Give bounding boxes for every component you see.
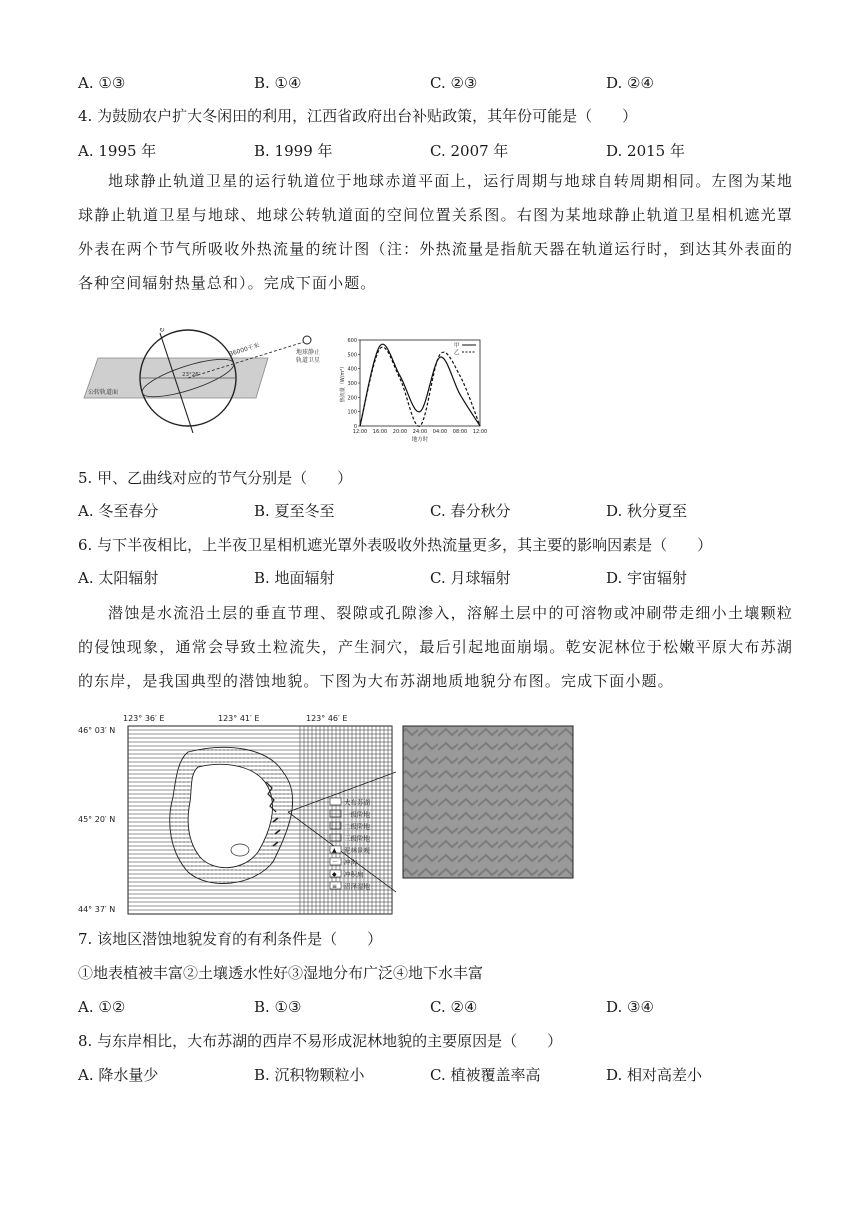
legend-label: 一级阶地 <box>344 810 370 819</box>
satellite-icon <box>303 336 311 344</box>
option-d: D. 2015 年 <box>606 142 685 160</box>
option-b: B. 1999 年 <box>254 142 333 160</box>
legend-swatch <box>330 822 341 829</box>
lat-label-3: 44° 37′ N <box>78 905 116 914</box>
legend-symbol: ≡ <box>332 883 338 890</box>
option-a: A. 降水量少 <box>78 1066 159 1084</box>
series-line-yi <box>360 347 480 426</box>
option-c: C. 春分秋分 <box>430 502 511 520</box>
option-c: C. ②④ <box>430 998 478 1016</box>
legend-label: 冲积扇 <box>344 870 364 879</box>
q6-options <box>78 566 798 590</box>
legend-label: 三级阶地 <box>344 834 370 843</box>
inclination-label: 23°26′ <box>182 372 200 378</box>
legend-symbol: ▲ <box>332 847 337 854</box>
legend-label: 冲沟 <box>344 858 357 867</box>
q5-stem: 5. 甲、乙曲线对应的节气分别是（ ） <box>78 469 353 487</box>
x-tick-label: 12:00 <box>352 429 368 435</box>
option-d: D. ③④ <box>606 998 654 1016</box>
q7-options <box>78 995 798 1019</box>
y-tick-label: 500 <box>347 352 357 359</box>
y-tick-label: 100 <box>347 409 357 416</box>
satellite-position-diagram <box>78 328 323 440</box>
heat-flux-chart <box>338 330 493 446</box>
option-b: B. 沉积物颗粒小 <box>254 1066 365 1084</box>
option-c: C. 月球辐射 <box>430 569 511 587</box>
option-d: D. ②④ <box>606 74 654 92</box>
y-tick-label: 300 <box>347 381 357 387</box>
series-line-jia <box>360 344 480 426</box>
north-arrow-icon: ↻ <box>159 328 165 334</box>
intro-paragraph-erosion: 潜蚀是水流沿土层的垂直节理、裂隙或孔隙渗入，溶解土层中的可溶物或冲刷带走细小土壤颗粒的侵蚀现象，通常会导致土粒流失，产生洞穴，最后引起地面崩塌。乾安泥林位于松嫩平原大布苏湖的东岸，是我国典型的潜蚀地貌。下图为大布苏湖地质地貌分布图。完成下面小题。 <box>78 604 793 690</box>
lon-label-3: 123° 46′ E <box>306 714 348 723</box>
option-b: B. 夏至冬至 <box>254 502 335 520</box>
q8-options <box>78 1063 798 1087</box>
lon-label-1: 123° 36′ E <box>123 714 165 723</box>
plane-label: 公转轨道面 <box>88 389 119 396</box>
option-a: A. 1995 年 <box>78 142 157 160</box>
option-d: D. 宇宙辐射 <box>606 569 688 587</box>
lat-label-2: 45° 20′ N <box>78 815 116 824</box>
legend-symbol: 〜 <box>332 859 339 866</box>
legend-label: 沼泽湿地 <box>344 882 370 891</box>
legend-swatch <box>330 798 341 805</box>
x-tick-label: 24:00 <box>412 429 428 435</box>
q7-stem: 7. 该地区潜蚀地貌发育的有利条件是（ ） <box>78 930 383 948</box>
option-a: A. 太阳辐射 <box>78 569 159 587</box>
q3-options <box>78 71 798 95</box>
satellite-label-1: 地球静止 <box>296 349 321 356</box>
option-d: D. 秋分夏至 <box>606 502 688 520</box>
lat-label-1: 46° 03′ N <box>78 726 116 735</box>
y-tick-label: 400 <box>347 366 357 373</box>
distance-label: 36000千米 <box>228 342 261 358</box>
legend-label: 甲 <box>454 343 460 349</box>
satellite-label-2: 轨道卫星 <box>296 357 321 364</box>
option-b: B. 地面辐射 <box>254 569 335 587</box>
q4-stem: 4. 为鼓励农户扩大冬闲田的利用，江西省政府出台补贴政策，其年份可能是（ ） <box>78 107 638 125</box>
option-c: C. 植被覆盖率高 <box>430 1066 541 1084</box>
option-a: A. ①② <box>78 998 126 1016</box>
y-tick-label: 200 <box>347 395 357 402</box>
lon-label-2: 123° 41′ E <box>218 714 260 723</box>
option-c: C. 2007 年 <box>430 142 509 160</box>
q4-options <box>78 139 798 163</box>
legend-label: 泥林景观 <box>344 846 370 855</box>
option-b: B. ①④ <box>254 74 302 92</box>
option-b: B. ①③ <box>254 998 302 1016</box>
q6-stem: 6. 与下半夜相比，上半夜卫星相机遮光罩外表吸收外热流量更多，其主要的影响因素是（ ） <box>78 536 713 554</box>
q7-items: ①地表植被丰富②土壤透水性好③湿地分布广泛④地下水丰富 <box>78 964 484 982</box>
lake-island <box>231 844 249 856</box>
x-tick-label: 16:00 <box>372 429 388 435</box>
lake-geomorphology-map <box>78 712 578 920</box>
y-axis-label: 热流量（W/m²） <box>340 363 346 403</box>
x-tick-label: 08:00 <box>452 429 468 435</box>
y-tick-label: 0 <box>353 424 357 430</box>
legend-swatch <box>330 810 341 817</box>
option-c: C. ②③ <box>430 74 478 92</box>
x-axis-label: 地方时 <box>411 437 429 443</box>
mudforest-photo <box>403 726 573 878</box>
x-tick-label: 12:00 <box>472 429 488 435</box>
x-tick-label: 20:00 <box>392 429 408 435</box>
legend-label: 乙 <box>454 350 460 356</box>
y-tick-label: 600 <box>347 338 357 344</box>
q8-stem: 8. 与东岸相比，大布苏湖的西岸不易形成泥林地貌的主要原因是（ ） <box>78 1032 563 1050</box>
option-a: A. 冬至春分 <box>78 502 159 520</box>
q5-options <box>78 499 798 523</box>
legend-symbol: ◆ <box>332 871 337 878</box>
legend-label: 二级阶地 <box>344 822 370 831</box>
legend-label: 大布苏湖 <box>344 798 370 807</box>
option-d: D. 相对高差小 <box>606 1066 703 1084</box>
intro-paragraph-satellite: 地球静止轨道卫星的运行轨道位于地球赤道平面上，运行周期与地球自转周期相同。左图为某地球静止轨道卫星与地球、地球公转轨道面的空间位置关系图。右图为某地球静止轨道卫星相机遮光罩外表在两个节气所吸收外热流量的统计图（注：外热流量是指航天器在轨道运行时，到达其外表面的各种空间辐射热量总和）。完成下面小题。 <box>78 172 793 292</box>
option-a: A. ①③ <box>78 74 126 92</box>
x-tick-label: 04:00 <box>432 429 448 435</box>
legend-swatch <box>330 834 341 841</box>
